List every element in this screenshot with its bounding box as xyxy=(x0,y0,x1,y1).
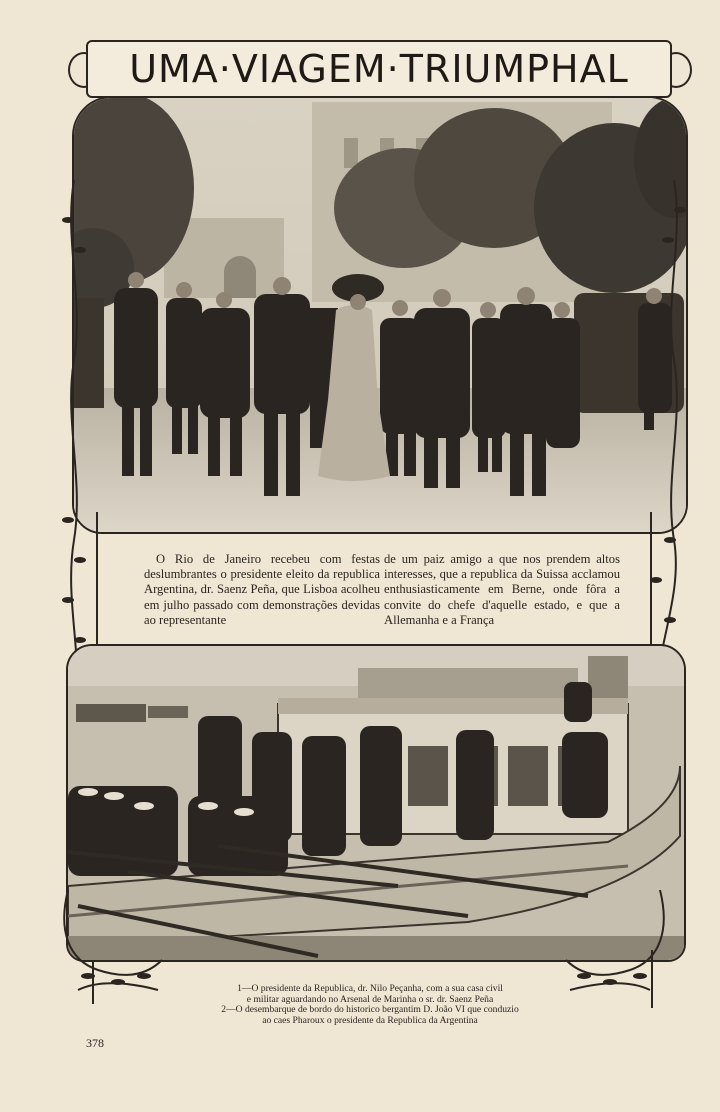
page-number: 378 xyxy=(86,1036,104,1050)
page-title: UMA·VIAGEM·TRIUMPHAL xyxy=(129,47,629,91)
caption-line: 1—O presidente da Republica, dr. Nilo Peçanha, com a sua casa civil xyxy=(237,983,503,994)
caption-line: ao caes Pharoux o presidente da Republica da Argentina xyxy=(262,1014,478,1026)
article-column-1: O Rio de Janeiro recebeu com festas deslumbrantes o presidente eleito da republica Argentina, dr. Saenz Peña, que Lisboa acolheu em julho passado com demonstrações devidas ao representante xyxy=(144,552,380,627)
frame-rule-right xyxy=(650,512,652,648)
photo-caption xyxy=(190,984,550,1026)
left-vine-ornament xyxy=(60,180,90,700)
title-banner xyxy=(86,40,672,98)
frame-rule-bottom-left xyxy=(92,960,94,1004)
caption-line: 2—O desembarque de bordo do historico bergantim D. João VI que conduzio xyxy=(221,1004,519,1016)
caption-line: e militar aguardando no Arsenal de Marinha o sr. dr. Saenz Peña xyxy=(246,993,494,1005)
bottom-left-scroll-ornament xyxy=(58,890,168,1000)
article-column-2: de um paiz amigo a que nos prendem altos interesses, que a republica da Suissa acclamou enthusiasticamente em Berne, onde fôra a convite do chefe d'aquelle estado, e que a Allemanha e a França xyxy=(384,552,620,627)
frame-rule-left xyxy=(96,512,98,648)
photo-reception-group xyxy=(72,96,688,534)
right-vine-ornament xyxy=(630,180,690,700)
photo-reception-group-image xyxy=(74,98,686,532)
bottom-right-scroll-ornament xyxy=(560,890,670,1010)
